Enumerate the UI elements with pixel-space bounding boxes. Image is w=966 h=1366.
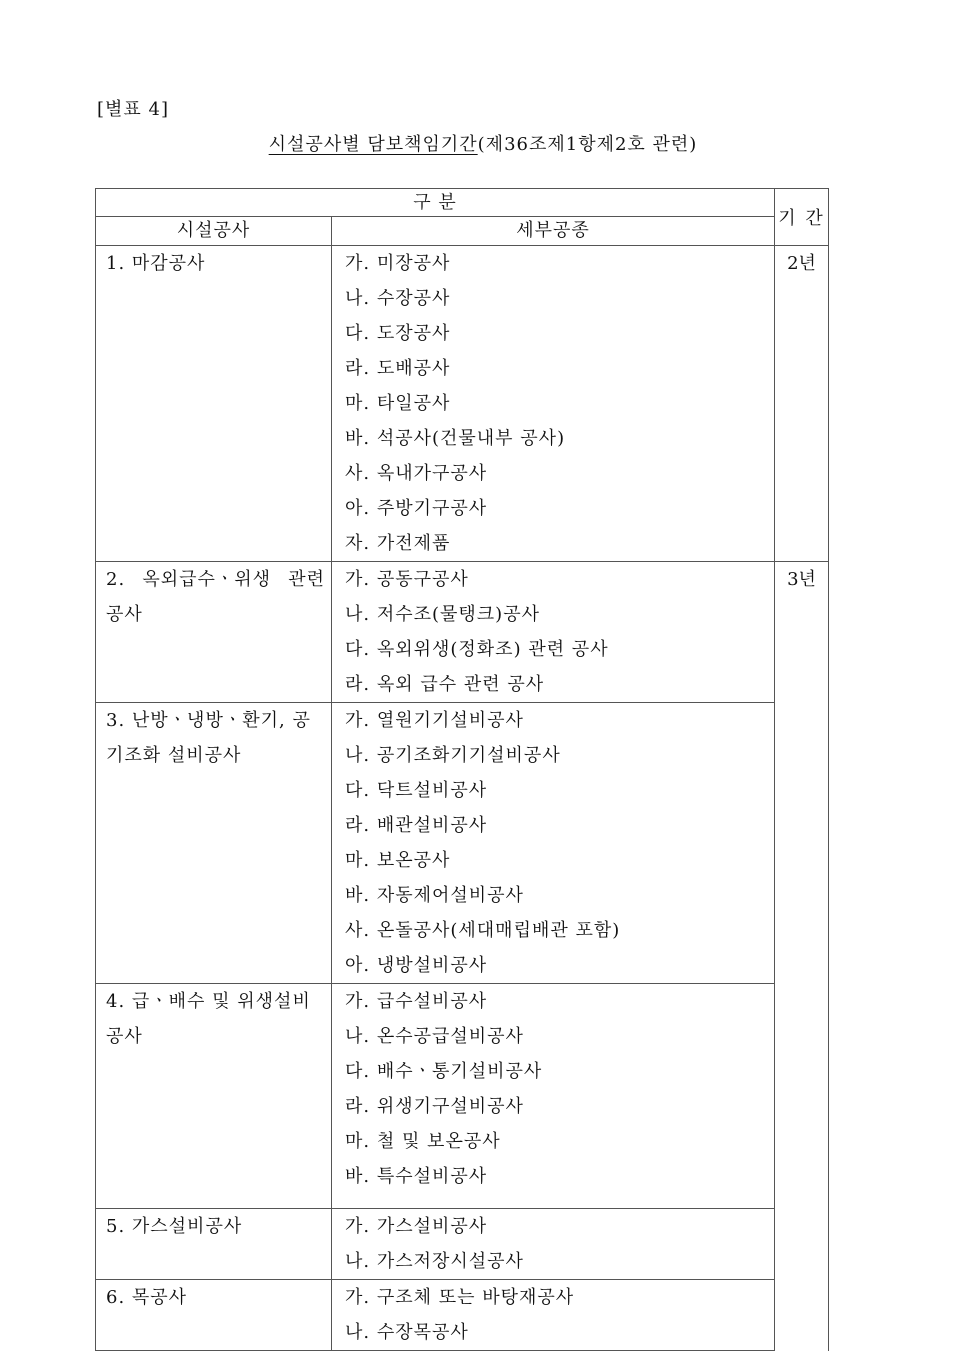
facility-cell: [96, 562, 332, 703]
facility-cell: [96, 703, 332, 984]
list-item: 나. 수장목공사: [345, 1322, 469, 1343]
header-detail: 세부공종: [332, 217, 775, 246]
detail-cell: [332, 984, 775, 1209]
period-cell: 2년: [775, 246, 829, 562]
detail-cell: [332, 562, 775, 703]
facility-label: 2. 옥외급수ㆍ위생 관련 공사: [106, 569, 325, 625]
table-row: [96, 703, 829, 984]
list-item: 마. 보온공사: [345, 850, 451, 871]
title-main: 시설공사별 담보책임기간: [268, 134, 478, 155]
detail-cell: [332, 703, 775, 984]
period-cell: 3년: [775, 562, 829, 1351]
list-item: 가. 열원기기설비공사: [345, 710, 524, 731]
list-item: 나. 공기조화기기설비공사: [345, 745, 561, 766]
list-item: 라. 도배공사: [345, 358, 451, 379]
list-item: 다. 옥외위생(정화조) 관련 공사: [345, 639, 609, 660]
facility-cell: [96, 1280, 332, 1351]
table-row: [96, 1280, 829, 1351]
list-item: 나. 수장공사: [345, 288, 451, 309]
list-item: 바. 특수설비공사: [345, 1166, 488, 1187]
table-row: [96, 562, 829, 703]
list-item: 사. 온돌공사(세대매립배관 포함): [345, 920, 621, 941]
list-item: 아. 냉방설비공사: [345, 955, 488, 976]
header-facility: 시설공사: [96, 217, 332, 246]
list-item: 가. 미장공사: [345, 253, 451, 274]
facility-label: 5. 가스설비공사: [106, 1216, 243, 1237]
facility-label: 6. 목공사: [106, 1287, 188, 1308]
document-title: [0, 130, 966, 156]
table-row: [96, 1209, 829, 1280]
list-item: 다. 닥트설비공사: [345, 780, 488, 801]
header-period: 기 간: [775, 189, 829, 246]
title-reference: (제36조제1항제2호 관련): [477, 134, 698, 155]
list-item: 자. 가전제품: [345, 533, 451, 554]
list-item: 가. 공동구공사: [345, 569, 469, 590]
list-item: 마. 철 및 보온공사: [345, 1131, 501, 1152]
detail-cell: [332, 1209, 775, 1280]
list-item: 라. 위생기구설비공사: [345, 1096, 524, 1117]
list-item: 다. 도장공사: [345, 323, 451, 344]
list-item: 다. 배수ㆍ통기설비공사: [345, 1061, 543, 1082]
header-group: 구 분: [96, 189, 775, 217]
facility-label: 1. 마감공사: [106, 253, 206, 274]
list-item: 아. 주방기구공사: [345, 498, 488, 519]
facility-cell: [96, 246, 332, 562]
list-item: 사. 옥내가구공사: [345, 463, 488, 484]
list-item: 나. 저수조(물탱크)공사: [345, 604, 540, 625]
list-item: 마. 타일공사: [345, 393, 451, 414]
list-item: 라. 옥외 급수 관련 공사: [345, 674, 545, 695]
facility-cell: [96, 984, 332, 1209]
list-item: 가. 가스설비공사: [345, 1216, 488, 1237]
list-item: 가. 급수설비공사: [345, 991, 488, 1012]
facility-cell: [96, 1209, 332, 1280]
list-item: 바. 자동제어설비공사: [345, 885, 524, 906]
warranty-period-table: [95, 188, 829, 1351]
facility-label: 4. 급ㆍ배수 및 위생설비공사: [106, 991, 311, 1047]
list-item: 라. 배관설비공사: [345, 815, 488, 836]
facility-label: 3. 난방ㆍ냉방ㆍ환기, 공기조화 설비공사: [106, 710, 311, 766]
list-item: 나. 온수공급설비공사: [345, 1026, 524, 1047]
annex-label: [별표 4]: [97, 99, 169, 120]
table-row: [96, 984, 829, 1209]
table-row: [96, 246, 829, 562]
list-item: 나. 가스저장시설공사: [345, 1251, 524, 1272]
list-item: 가. 구조체 또는 바탕재공사: [345, 1287, 575, 1308]
detail-cell: [332, 246, 775, 562]
list-item: 바. 석공사(건물내부 공사): [345, 428, 566, 449]
detail-cell: [332, 1280, 775, 1351]
